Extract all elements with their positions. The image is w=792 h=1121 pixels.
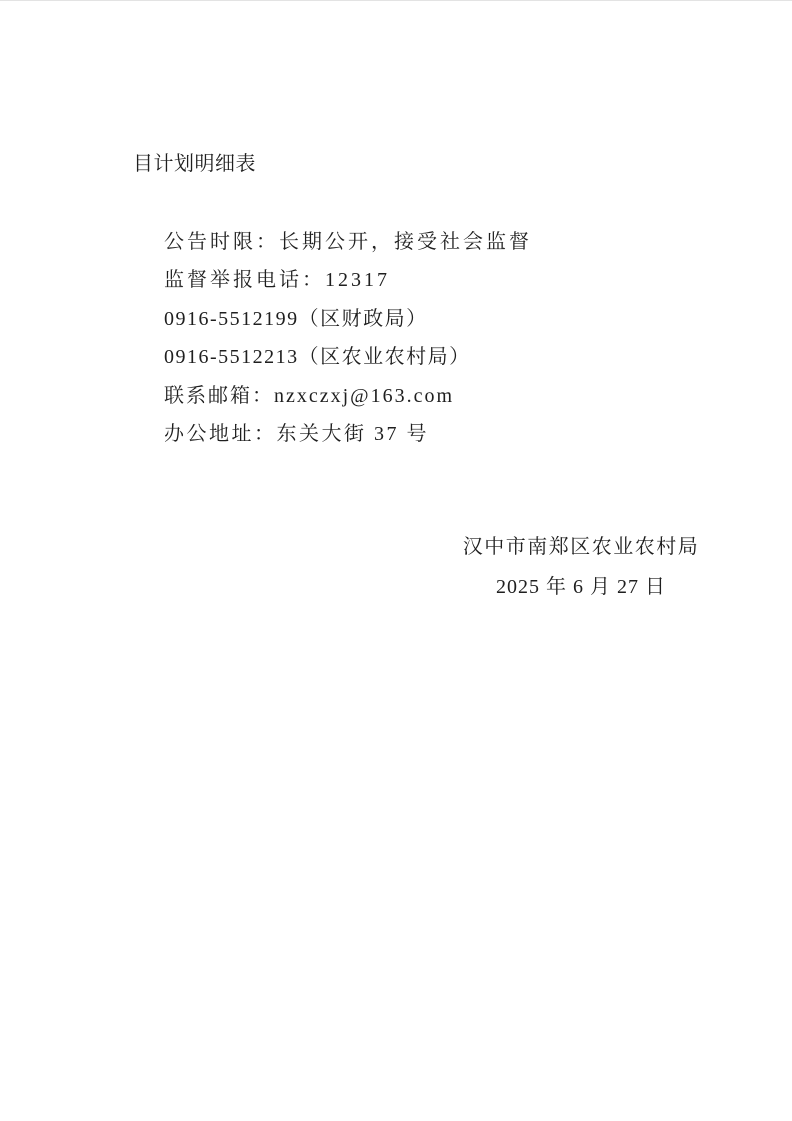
contact-line-email: 联系邮箱：nzxczxj@163.com (164, 385, 455, 407)
contact-line-notice-period: 公告时限：长期公开，接受社会监督 (164, 231, 532, 253)
contact-line-phone-finance-bureau: 0916-5512199（区财政局） (164, 308, 428, 330)
signature-org: 汉中市南郑区农业农村局 (462, 536, 700, 558)
title-fragment: 目计划明细表 (133, 153, 256, 175)
contact-line-phone-agriculture-bureau: 0916-5512213（区农业农村局） (164, 346, 471, 368)
contact-line-office-address: 办公地址：东关大街 37 号 (164, 423, 429, 445)
contact-line-report-hotline: 监督举报电话：12317 (164, 269, 390, 291)
signature-block (452, 537, 710, 597)
signature-date: 2025 年 6 月 27 日 (496, 576, 666, 598)
